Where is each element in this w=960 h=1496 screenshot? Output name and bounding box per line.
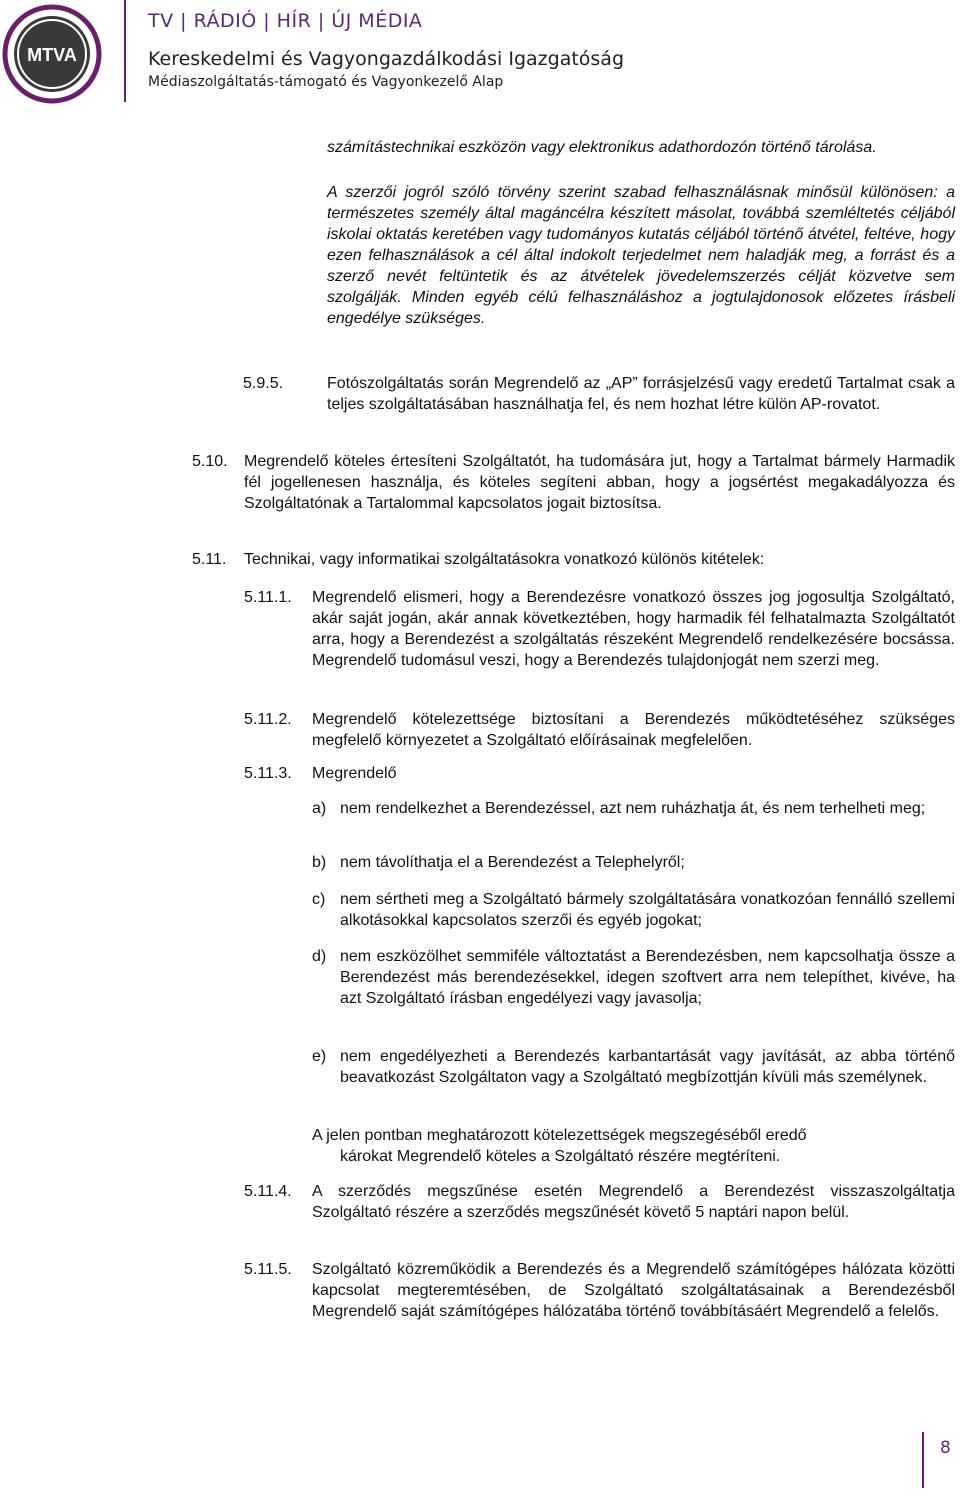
page-number: 8	[940, 1438, 951, 1458]
italic-paragraph-1: számítástechnikai eszközön vagy elektronikus adathordozón történő tárolása.	[327, 139, 877, 156]
list-item-text: nem engedélyezheti a Berendezés karbantartását vagy javítását, az abba történő beavatkozást Szolgáltaton vagy a Szolgáltató megbízottján kívüli más személynek.	[340, 1048, 955, 1086]
mtva-logo	[2, 4, 102, 104]
header-line-2: Kereskedelmi és Vagyongazdálkodási Igazgatóság	[148, 48, 625, 70]
section-number-5-11-2: 5.11.2.	[244, 711, 292, 728]
header-line-3: Médiaszolgáltatás-támogató és Vagyonkezelő Alap	[148, 74, 504, 90]
section-5-11-text: Technikai, vagy informatikai szolgáltatásokra vonatkozó különös kitételek:	[244, 551, 765, 568]
header-line-1: TV | RÁDIÓ | HÍR | ÚJ MÉDIA	[148, 10, 423, 32]
list-item-label: d)	[312, 948, 327, 965]
section-number-5-10: 5.10.	[192, 453, 228, 470]
footer-divider	[922, 1432, 924, 1488]
header-divider	[124, 0, 126, 102]
logo-text: MTVA	[27, 45, 77, 65]
section-number-5-11-3: 5.11.3.	[244, 765, 292, 782]
section-5-11-5-text: Szolgáltató közreműködik a Berendezés és a Megrendelő számítógépes hálózata közötti kapcsolat megteremtésében, de Szolgáltató szolgáltatásainak a Berendezésből Megrendelő saját számítógépes hálózatába történő továbbításáért Megrendelő a felelős.	[312, 1261, 955, 1320]
section-number-5-11: 5.11.	[192, 551, 227, 568]
section-number-5-11-4: 5.11.4.	[244, 1183, 292, 1200]
list-item-label: b)	[312, 854, 327, 871]
list-item-label: e)	[312, 1048, 327, 1065]
list-item-text: nem eszközölhet semmiféle változtatást a Berendezésben, nem kapcsolhatja össze a Berendezést más berendezésekkel, idegen szoftvert arra nem telepíthet, kivéve, ha azt Szolgáltató írásban engedélyezi vagy javasolja;	[340, 948, 955, 1007]
italic-paragraph-2: A szerzői jogról szóló törvény szerint szabad felhasználásnak minősül különösen: a természetes személy által magáncélra készített másolat, továbbá szemléltetés céljából iskolai oktatás keretében vagy tudományos kutatás céljából történő átvétel, feltéve, hogy ezen felhasználások a cél által indokolt terjedelmet nem haladják meg, a forrást és a szerző nevét feltüntetik és az átvételek jövedelemszerzés célját közvetve sem szolgálják. Minden egyéb célú felhasználáshoz a jogtulajdonosok előzetes írásbeli engedélye szükséges.	[327, 184, 955, 327]
section-5-11-3-closing-line-1: A jelen pontban meghatározott kötelezettségek megszegéséből eredő	[312, 1127, 807, 1144]
section-number-5-9-5: 5.9.5.	[243, 375, 284, 392]
section-5-11-3-text: Megrendelő	[312, 765, 397, 782]
list-item-text: nem sértheti meg a Szolgáltató bármely szolgáltatására vonatkozóan fennálló szellemi alkotásokkal kapcsolatos szerzői és egyéb jogokat;	[340, 891, 955, 929]
section-5-11-1-text: Megrendelő elismeri, hogy a Berendezésre vonatkozó összes jog jogosultja Szolgáltató, akár saját jogán, akár annak következtében, hogy harmadik fél felhatalmazta Szolgáltatót arra, hogy a Berendezést a szolgáltatás részeként Megrendelő rendelkezésére bocsássa. Megrendelő tudomásul veszi, hogy a Berendezés tulajdonjogát nem szerzi meg.	[312, 589, 955, 669]
section-5-10-text: Megrendelő köteles értesíteni Szolgáltatót, ha tudomására jut, hogy a Tartalmat bármely Harmadik fél jogellenesen használja, és köteles segíteni abban, hogy a jogsértést megakadályozza és Szolgáltatónak a Tartalommal kapcsolatos jogait biztosítsa.	[244, 453, 955, 512]
list-item-text: nem rendelkezhet a Berendezéssel, azt nem ruházhatja át, és nem terhelheti meg;	[340, 800, 926, 817]
list-item-text: nem távolíthatja el a Berendezést a Telephelyről;	[340, 854, 685, 871]
section-5-11-4-text: A szerződés megszűnése esetén Megrendelő a Berendezést visszaszolgáltatja Szolgáltató részére a szerződés megszűnését követő 5 naptári napon belül.	[312, 1183, 955, 1221]
section-number-5-11-5: 5.11.5.	[244, 1261, 292, 1278]
section-5-11-3-closing-line-2: károkat Megrendelő köteles a Szolgáltató részére megtéríteni.	[340, 1148, 781, 1165]
section-5-11-2-text: Megrendelő kötelezettsége biztosítani a Berendezés működtetéséhez szükséges megfelelő környezetet a Szolgáltató előírásainak megfelelően.	[312, 711, 955, 749]
section-5-9-5-text: Fotószolgáltatás során Megrendelő az „AP” forrásjelzésű vagy eredetű Tartalmat csak a teljes szolgáltatásában használhatja fel, és nem hozhat létre külön AP-rovatot.	[327, 375, 955, 413]
section-number-5-11-1: 5.11.1.	[244, 589, 292, 606]
list-item-label: a)	[312, 800, 327, 817]
list-item-label: c)	[312, 891, 326, 908]
page-header	[0, 0, 960, 110]
